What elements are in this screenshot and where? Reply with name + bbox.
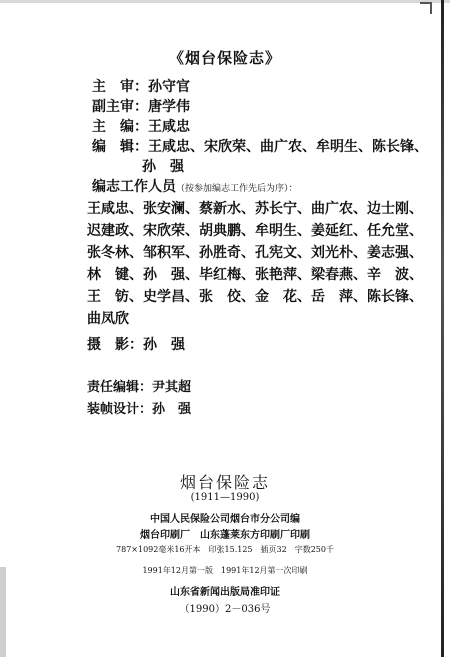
writers-row-4: 林 键、孙 强、毕红梅、张艳萍、梁春燕、辛 波、 xyxy=(87,267,423,283)
colophon-compiler: 中国人民保险公司烟台市分公司编 xyxy=(150,514,300,525)
colophon-years: (1911—1990) xyxy=(190,492,260,503)
binding-design: 装帧设计：孙 强 xyxy=(87,402,192,417)
colophon-specs: 787×1092毫米16开本 印张15.125 插页32 字数250千 xyxy=(116,545,334,554)
editors-line-1: 编 辑：王咸忠、宋欣荣、曲广农、牟明生、陈长锋、 xyxy=(92,139,428,155)
colophon-permit-number: （1990）2－036号 xyxy=(179,604,271,615)
editor-in-chief: 主 编：王咸忠 xyxy=(92,119,190,135)
colophon-permit: 山东省新闻出版局准印证 xyxy=(170,587,280,598)
page-corner-mark xyxy=(420,2,432,14)
writers-row-1: 王咸忠、张安澜、蔡新水、苏长宁、曲广农、边士刚、 xyxy=(87,201,423,217)
chief-reviewer: 主 审：孙守官 xyxy=(92,79,190,95)
vice-chief-reviewer: 副主审：唐学伟 xyxy=(92,99,190,115)
editors-line-2: 孙 强 xyxy=(142,159,184,175)
page-top-edge xyxy=(0,0,450,3)
photography-credit: 摄 影：孙 强 xyxy=(87,337,185,353)
colophon-title: 烟台保险志 xyxy=(179,473,270,492)
writers-row-6: 曲凤欣 xyxy=(87,311,129,327)
colophon-edition: 1991年12月第一版 1991年12月第一次印刷 xyxy=(142,566,308,575)
writers-row-5: 王 钫、史学昌、张 佼、金 花、岳 萍、陈长锋、 xyxy=(87,289,423,305)
writers-row-2: 迟建政、宋欣荣、胡典鹏、牟明生、姜延红、任允堂、 xyxy=(87,223,423,239)
responsible-editor: 责任编辑：尹其超 xyxy=(87,380,192,395)
writers-heading-row xyxy=(92,176,298,196)
page-binding-edge xyxy=(441,0,444,657)
book-title: 《烟台保险志》 xyxy=(168,49,281,67)
writers-order-note: （按参加编志工作先后为序）： xyxy=(176,184,298,194)
writers-heading: 编志工作人员 xyxy=(92,179,176,195)
writers-row-3: 张冬林、邹积军、孙胜奇、孔宪文、刘光朴、姜志强、 xyxy=(87,245,423,261)
colophon-printers: 烟台印刷厂 山东蓬莱东方印刷厂印刷 xyxy=(140,530,310,541)
